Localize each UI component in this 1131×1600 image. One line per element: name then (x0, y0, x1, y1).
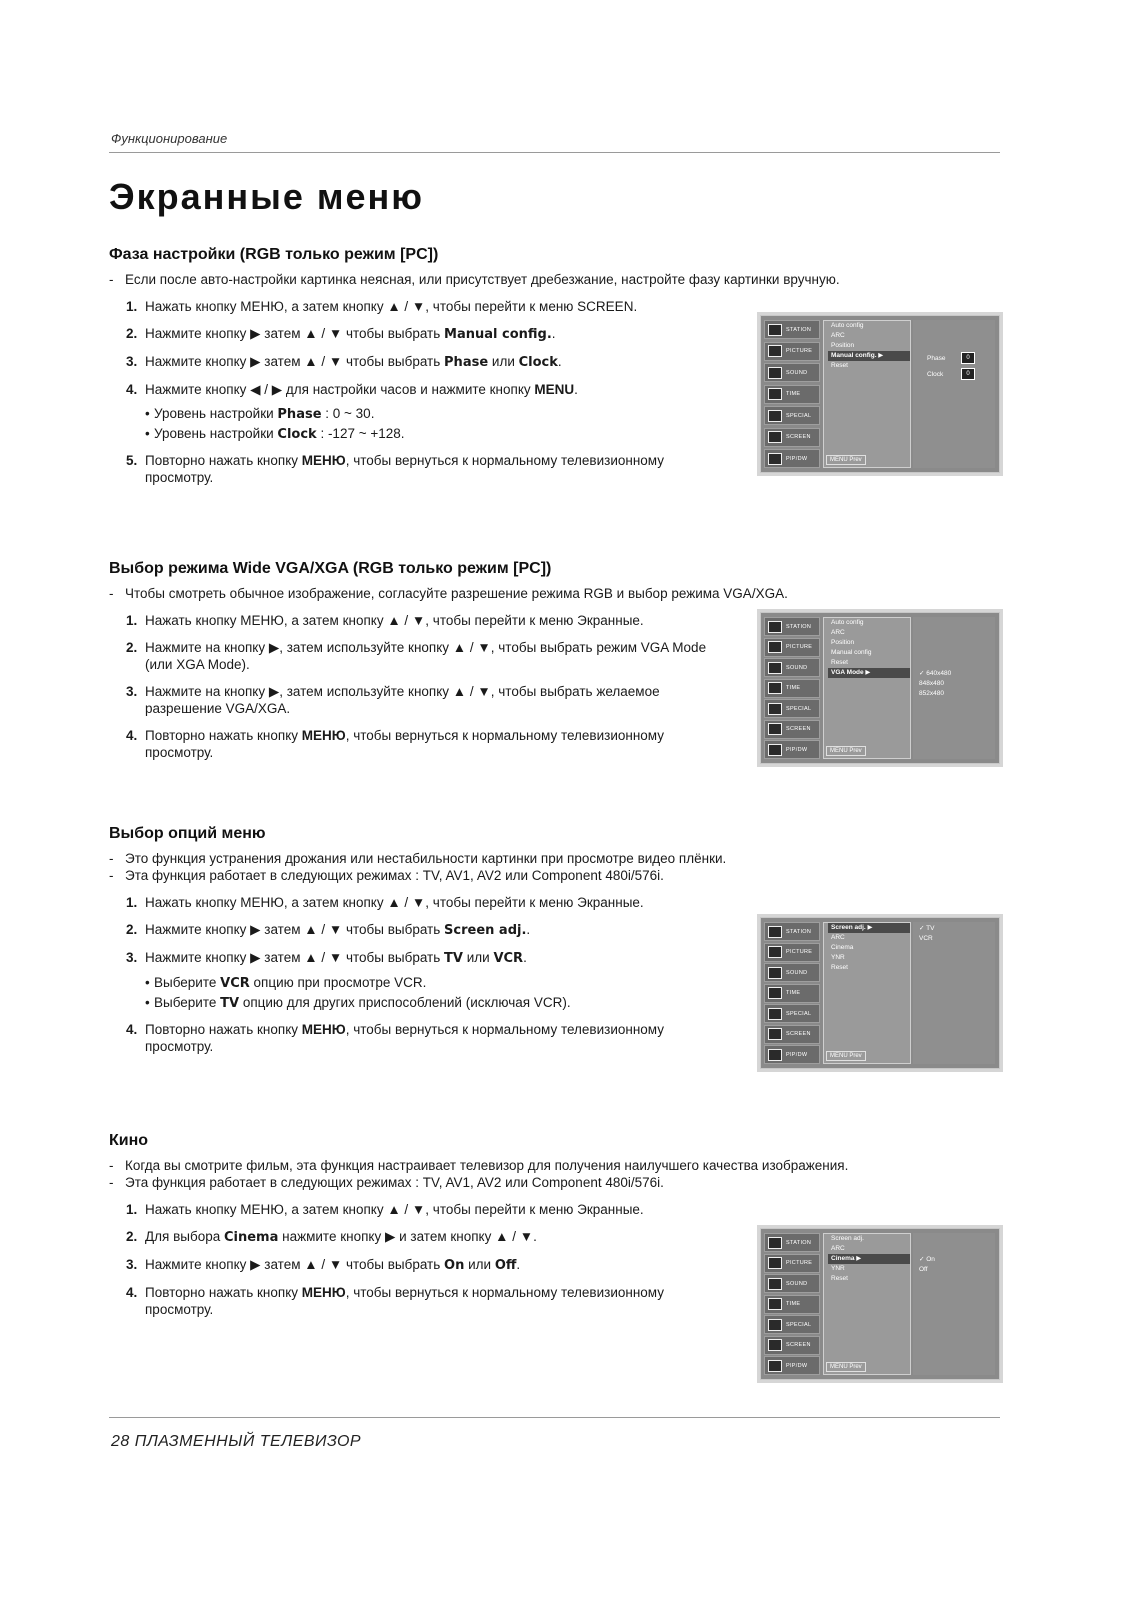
bullet-item: • Выберите TV опцию для других приспособлений (исключая VCR). (145, 993, 734, 1013)
section-menu-options (109, 825, 1000, 1065)
bullet-item: • Уровень настройки Clock : -127 ~ +128. (145, 424, 734, 444)
menu-item: ARC (831, 1245, 845, 1252)
menu-sidebar-item (764, 1336, 820, 1355)
section-title: Выбор режима Wide VGA/XGA (RGB только режим [PC]) (109, 560, 552, 577)
submenu-value-box: 0 (961, 352, 975, 364)
osd-menu-screenshot (760, 612, 1000, 764)
step-text: Нажать кнопку МЕНЮ, а затем кнопку ▲ / ▼, чтобы перейти к меню Экранные. (145, 1202, 644, 1217)
step-item (109, 325, 734, 343)
menu-sidebar-icon (768, 621, 782, 633)
menu-item: YNR (831, 954, 845, 961)
step-number: 5. (126, 453, 138, 468)
menu-sidebar-icon (768, 662, 782, 674)
step-list (109, 612, 734, 761)
menu-sidebar-item (764, 638, 820, 657)
step-number: 1. (126, 299, 138, 314)
menu-sidebar-icon (768, 641, 782, 653)
step-number: 4. (126, 1285, 138, 1300)
step-number: 3. (126, 354, 138, 369)
step-item (109, 727, 734, 761)
step-number: 2. (126, 326, 138, 341)
menu-sidebar-label: SCREEN (786, 726, 811, 732)
menu-item: ARC (831, 332, 845, 339)
menu-sidebar-icon (768, 1237, 782, 1249)
submenu-value-box: 0 (961, 368, 975, 380)
step-text: Нажмите кнопку ▶ затем ▲ / ▼ чтобы выбрать TV или VCR. (145, 950, 527, 966)
step-item (109, 921, 734, 939)
menu-sidebar-item (764, 1295, 820, 1314)
menu-sidebar-label: PIP/DW (786, 455, 808, 462)
menu-sidebar-label: SCREEN (786, 1342, 811, 1348)
menu-item: Reset (831, 362, 848, 369)
submenu-option: 848x480 (919, 680, 944, 687)
menu-footer: MENU Prev (826, 1362, 866, 1372)
step-text: Нажать кнопку МЕНЮ, а затем кнопку ▲ / ▼, чтобы перейти к меню Экранные. (145, 613, 644, 628)
menu-item: Manual config. ▶ (828, 351, 910, 361)
submenu-value-row (913, 366, 995, 382)
menu-sidebar-label: SOUND (786, 969, 808, 976)
step-item (109, 683, 734, 717)
menu-sidebar-icon (768, 1339, 782, 1351)
menu-submenu (913, 320, 995, 468)
menu-sidebar-label: STATION (786, 928, 812, 935)
menu-item-list (823, 320, 911, 468)
step-item (109, 381, 734, 398)
step-list (109, 298, 734, 486)
menu-sidebar-item (764, 1356, 820, 1375)
menu-sidebar-item (764, 1254, 820, 1273)
menu-item: Screen adj. ▶ (828, 923, 910, 933)
menu-sidebar-item (764, 1315, 820, 1334)
menu-sidebar-icon (768, 1257, 782, 1269)
menu-footer: MENU Prev (826, 746, 866, 756)
menu-sidebar-item (764, 943, 820, 962)
step-item (109, 298, 734, 315)
step-bullets (109, 404, 734, 444)
menu-item: Reset (831, 964, 848, 971)
submenu-value-row (913, 350, 995, 366)
section-note: - Чтобы смотреть обычное изображение, согласуйте разрешение режима RGB и выбор режима VGA/XGA. (109, 585, 1000, 602)
step-text: Нажмите на кнопку ▶, затем используйте кнопку ▲ / ▼, чтобы выбрать режим VGA Mode (или XGA Mode). (145, 640, 707, 672)
step-number: 2. (126, 1229, 138, 1244)
menu-sidebar-icon (768, 1298, 782, 1310)
osd-menu-screenshot (760, 1228, 1000, 1380)
menu-sidebar-icon (768, 388, 782, 400)
menu-sidebar-item (764, 658, 820, 677)
menu-sidebar-label: PICTURE (786, 1260, 813, 1266)
menu-sidebar-icon (768, 1049, 782, 1061)
step-text: Нажмите кнопку ▶ затем ▲ / ▼ чтобы выбрать On или Off. (145, 1257, 521, 1273)
step-text: Повторно нажать кнопку МЕНЮ, чтобы вернуться к нормальному телевизионному просмотру. (145, 1285, 664, 1317)
menu-submenu (913, 1233, 995, 1375)
step-text: Нажмите кнопку ◀ / ▶ для настройки часов и нажмите кнопку MENU. (145, 382, 578, 397)
step-text: Повторно нажать кнопку МЕНЮ, чтобы вернуться к нормальному телевизионному просмотру. (145, 453, 664, 485)
step-number: 3. (126, 684, 138, 699)
submenu-option: ✓ On (919, 1256, 935, 1263)
footer-rule (109, 1417, 1000, 1418)
menu-sidebar-item (764, 617, 820, 636)
step-item (109, 452, 734, 486)
section-cinema (109, 1132, 1000, 1370)
menu-item: Cinema (831, 944, 854, 951)
menu-sidebar-item (764, 1274, 820, 1293)
menu-sidebar-label: SPECIAL (786, 1010, 812, 1017)
menu-sidebar-label: PICTURE (786, 644, 813, 650)
step-bullets (109, 973, 734, 1013)
menu-item: Reset (831, 1275, 848, 1282)
menu-sidebar-item (764, 984, 820, 1003)
section-note: - Эта функция работает в следующих режимах : TV, AV1, AV2 или Component 480i/576i. (109, 867, 1000, 884)
menu-sidebar-icon (768, 967, 782, 979)
submenu-label: Clock (927, 370, 944, 378)
step-text: Нажмите кнопку ▶ затем ▲ / ▼ чтобы выбрать Phase или Clock. (145, 354, 562, 370)
step-item (109, 612, 734, 629)
section-title: Выбор опций меню (109, 825, 266, 842)
menu-sidebar-label: SCREEN (786, 1031, 811, 1037)
menu-sidebar-label: TIME (786, 1301, 801, 1307)
menu-item: Position (831, 639, 855, 646)
menu-sidebar-label: TIME (786, 391, 801, 397)
page-footer: 28 ПЛАЗМЕННЫЙ ТЕЛЕВИЗОР (111, 1433, 362, 1450)
menu-sidebar-icon (768, 324, 782, 336)
step-text: Повторно нажать кнопку МЕНЮ, чтобы вернуться к нормальному телевизионному просмотру. (145, 1022, 664, 1054)
step-number: 4. (126, 382, 138, 397)
menu-sidebar (764, 617, 820, 759)
menu-sidebar-label: PICTURE (786, 348, 813, 354)
menu-sidebar-icon (768, 723, 782, 735)
step-number: 1. (126, 895, 138, 910)
step-number: 3. (126, 1257, 138, 1272)
osd-menu-screenshot (760, 315, 1000, 473)
section-note: - Когда вы смотрите фильм, эта функция настраивает телевизор для получения наилучшего качества изображения. (109, 1157, 1000, 1174)
menu-sidebar-label: SPECIAL (786, 705, 812, 712)
menu-sidebar-icon (768, 431, 782, 443)
step-number: 1. (126, 1202, 138, 1217)
menu-sidebar (764, 1233, 820, 1375)
step-number: 4. (126, 1022, 138, 1037)
menu-sidebar-item (764, 449, 820, 468)
menu-submenu (913, 617, 995, 759)
section-note: - Если после авто-настройки картинка неясная, или присутствует дребезжание, настройте фазу картинки вручную. (109, 271, 1000, 288)
step-number: 2. (126, 922, 138, 937)
menu-item: Screen adj. (831, 1235, 864, 1242)
menu-item: Manual config (831, 649, 872, 656)
menu-sidebar-label: SPECIAL (786, 412, 812, 419)
menu-item: Cinema ▶ (828, 1254, 910, 1264)
step-text: Повторно нажать кнопку МЕНЮ, чтобы вернуться к нормальному телевизионному просмотру. (145, 728, 664, 760)
submenu-option: VCR (919, 935, 933, 942)
menu-sidebar-item (764, 679, 820, 698)
step-item (109, 1201, 734, 1218)
bullet-item: • Уровень настройки Phase : 0 ~ 30. (145, 404, 734, 424)
menu-sidebar-item (764, 1004, 820, 1023)
section-title: Фаза настройки (RGB только режим [PC]) (109, 246, 439, 263)
menu-sidebar (764, 320, 820, 468)
menu-item: Auto config (831, 322, 864, 329)
menu-footer: MENU Prev (826, 455, 866, 465)
menu-sidebar-item (764, 385, 820, 404)
header-rule (109, 152, 1000, 153)
section-note: - Эта функция работает в следующих режимах : TV, AV1, AV2 или Component 480i/576i. (109, 1174, 1000, 1191)
step-item (109, 353, 734, 371)
menu-sidebar-icon (768, 1360, 782, 1372)
menu-sidebar-icon (768, 926, 782, 938)
step-number: 1. (126, 613, 138, 628)
menu-item: ARC (831, 934, 845, 941)
menu-sidebar-label: SOUND (786, 1280, 808, 1287)
menu-item: Auto config (831, 619, 864, 626)
menu-sidebar-icon (768, 682, 782, 694)
menu-sidebar (764, 922, 820, 1064)
menu-item: Reset (831, 659, 848, 666)
menu-sidebar-label: SOUND (786, 664, 808, 671)
menu-sidebar-label: PIP/DW (786, 1362, 808, 1369)
menu-item: ARC (831, 629, 845, 636)
menu-sidebar-item (764, 740, 820, 759)
menu-sidebar-label: TIME (786, 685, 801, 691)
submenu-option: ✓ TV (919, 925, 935, 932)
menu-sidebar-icon (768, 703, 782, 715)
step-text: Для выбора Cinema нажмите кнопку ▶ и затем кнопку ▲ / ▼. (145, 1229, 537, 1245)
menu-sidebar-item (764, 699, 820, 718)
menu-item: YNR (831, 1265, 845, 1272)
menu-sidebar-icon (768, 1278, 782, 1290)
menu-sidebar-icon (768, 744, 782, 756)
menu-footer: MENU Prev (826, 1051, 866, 1061)
menu-sidebar-label: STATION (786, 1239, 812, 1246)
step-list (109, 1201, 734, 1318)
step-text: Нажмите на кнопку ▶, затем используйте кнопку ▲ / ▼, чтобы выбрать желаемое разрешение VGA/XGA. (145, 684, 660, 716)
menu-sidebar-item (764, 963, 820, 982)
step-text: Нажмите кнопку ▶ затем ▲ / ▼ чтобы выбрать Screen adj.. (145, 922, 531, 938)
submenu-option: Off (919, 1266, 928, 1273)
menu-item: Position (831, 342, 855, 349)
step-item (109, 1228, 734, 1246)
menu-sidebar-icon (768, 1319, 782, 1331)
menu-sidebar-label: STATION (786, 623, 812, 630)
step-item (109, 1021, 734, 1055)
submenu-option: 852x480 (919, 690, 944, 697)
submenu-label: Phase (927, 354, 946, 362)
menu-sidebar-item (764, 1025, 820, 1044)
menu-sidebar-label: TIME (786, 990, 801, 996)
submenu-option: ✓ 640x480 (919, 670, 952, 677)
menu-sidebar-label: SPECIAL (786, 1321, 812, 1328)
menu-sidebar-icon (768, 453, 782, 465)
menu-sidebar-icon (768, 987, 782, 999)
menu-sidebar-icon (768, 410, 782, 422)
bullet-item: • Выберите VCR опцию при просмотре VCR. (145, 973, 734, 993)
step-number: 4. (126, 728, 138, 743)
menu-sidebar-label: SOUND (786, 369, 808, 376)
section-note: - Это функция устранения дрожания или нестабильности картинки при просмотре видео плёнки. (109, 850, 1000, 867)
step-number: 2. (126, 640, 138, 655)
menu-sidebar-item (764, 428, 820, 447)
menu-item-list (823, 922, 911, 1064)
step-item (109, 1256, 734, 1274)
step-number: 3. (126, 950, 138, 965)
menu-sidebar-item (764, 922, 820, 941)
menu-sidebar-icon (768, 1028, 782, 1040)
menu-sidebar-label: PIP/DW (786, 1051, 808, 1058)
menu-sidebar-icon (768, 345, 782, 357)
menu-item-list (823, 617, 911, 759)
menu-item: VGA Mode ▶ (828, 668, 910, 678)
step-item (109, 949, 734, 967)
menu-sidebar-label: PICTURE (786, 949, 813, 955)
menu-sidebar-item (764, 1233, 820, 1252)
menu-sidebar-item (764, 342, 820, 361)
menu-sidebar-item (764, 406, 820, 425)
menu-sidebar-label: SCREEN (786, 434, 811, 440)
running-head: Функционирование (111, 131, 228, 146)
section-phase (109, 246, 1000, 496)
step-text: Нажать кнопку МЕНЮ, а затем кнопку ▲ / ▼, чтобы перейти к меню Экранные. (145, 895, 644, 910)
section-title: Кино (109, 1132, 149, 1149)
osd-menu-screenshot (760, 917, 1000, 1069)
menu-item-list (823, 1233, 911, 1375)
menu-sidebar-item (764, 720, 820, 739)
menu-sidebar-icon (768, 946, 782, 958)
menu-submenu (913, 922, 995, 1064)
step-item (109, 1284, 734, 1318)
menu-sidebar-item (764, 363, 820, 382)
menu-sidebar-label: PIP/DW (786, 746, 808, 753)
step-list (109, 894, 734, 1055)
step-text: Нажать кнопку МЕНЮ, а затем кнопку ▲ / ▼, чтобы перейти к меню SCREEN. (145, 299, 638, 314)
menu-sidebar-item (764, 1045, 820, 1064)
step-item (109, 894, 734, 911)
menu-sidebar-icon (768, 1008, 782, 1020)
menu-sidebar-label: STATION (786, 326, 812, 333)
page-title: Экранные меню (109, 176, 425, 217)
section-vga-mode (109, 560, 1000, 771)
menu-sidebar-item (764, 320, 820, 339)
menu-sidebar-icon (768, 367, 782, 379)
step-item (109, 639, 734, 673)
step-text: Нажмите кнопку ▶ затем ▲ / ▼ чтобы выбрать Manual config.. (145, 326, 556, 342)
